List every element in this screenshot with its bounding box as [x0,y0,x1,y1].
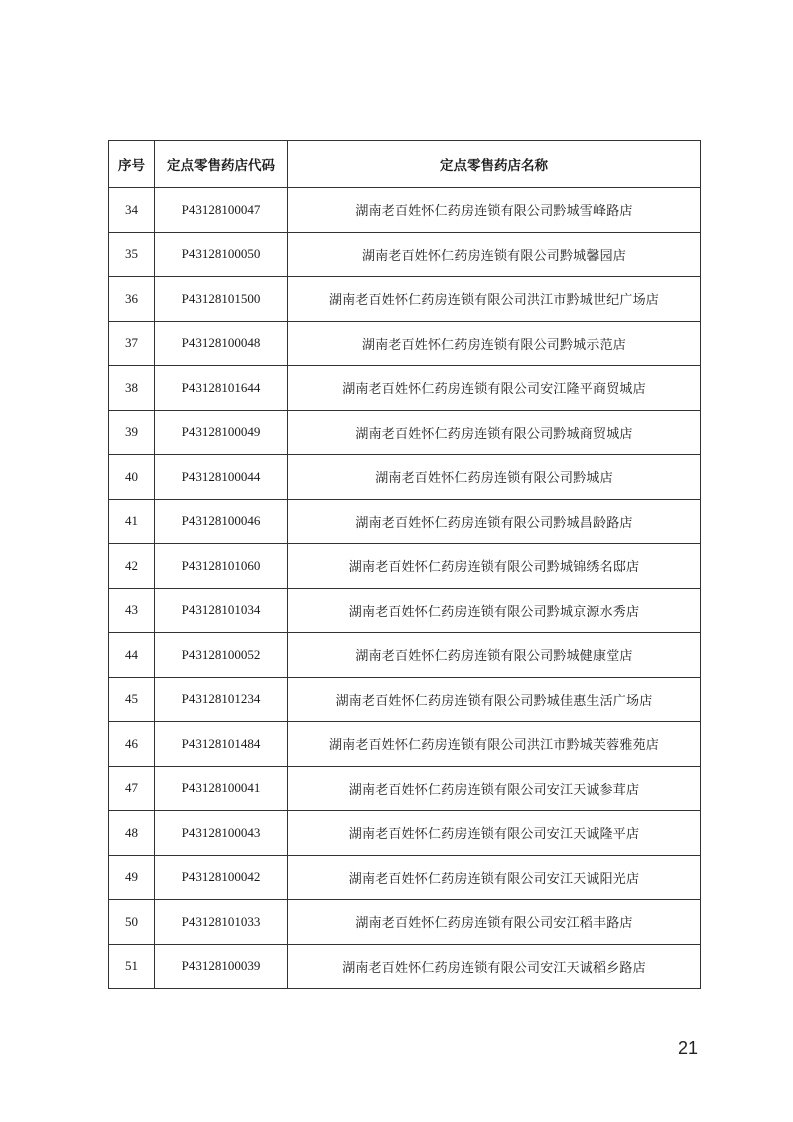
cell-name: 湖南老百姓怀仁药房连锁有限公司安江天诚参茸店 [288,766,701,811]
table-row [109,855,701,900]
cell-name: 湖南老百姓怀仁药房连锁有限公司安江隆平商贸城店 [288,366,701,411]
cell-code: P43128100044 [155,455,288,500]
cell-code: P43128101060 [155,544,288,589]
cell-code: P43128100046 [155,499,288,544]
cell-name: 湖南老百姓怀仁药房连锁有限公司黔城示范店 [288,321,701,366]
cell-seq: 48 [109,811,155,856]
cell-code: P43128101234 [155,677,288,722]
table-row [109,455,701,500]
page-number: 21 [677,1038,698,1058]
table-row [109,232,701,277]
cell-name: 湖南老百姓怀仁药房连锁有限公司安江稻丰路店 [288,900,701,945]
pharmacy-table [108,140,701,989]
cell-name: 湖南老百姓怀仁药房连锁有限公司黔城店 [288,455,701,500]
cell-name: 湖南老百姓怀仁药房连锁有限公司黔城商贸城店 [288,410,701,455]
header-name: 定点零售药店名称 [288,141,701,188]
table-row [109,277,701,322]
cell-seq: 38 [109,366,155,411]
cell-name: 湖南老百姓怀仁药房连锁有限公司黔城昌龄路店 [288,499,701,544]
table-row [109,188,701,233]
cell-code: P43128100039 [155,944,288,989]
cell-code: P43128100047 [155,188,288,233]
cell-seq: 34 [109,188,155,233]
table-row [109,499,701,544]
table-row [109,811,701,856]
table-row [109,722,701,767]
cell-seq: 35 [109,232,155,277]
cell-seq: 44 [109,633,155,678]
cell-code: P43128100050 [155,232,288,277]
cell-code: P43128100049 [155,410,288,455]
cell-seq: 41 [109,499,155,544]
cell-seq: 40 [109,455,155,500]
cell-name: 湖南老百姓怀仁药房连锁有限公司黔城健康堂店 [288,633,701,678]
cell-seq: 51 [109,944,155,989]
cell-code: P43128101484 [155,722,288,767]
cell-name: 湖南老百姓怀仁药房连锁有限公司黔城馨园店 [288,232,701,277]
cell-seq: 39 [109,410,155,455]
table-body [109,188,701,989]
cell-code: P43128101033 [155,900,288,945]
cell-name: 湖南老百姓怀仁药房连锁有限公司洪江市黔城世纪广场店 [288,277,701,322]
cell-name: 湖南老百姓怀仁药房连锁有限公司安江天诚稻乡路店 [288,944,701,989]
cell-code: P43128100042 [155,855,288,900]
cell-code: P43128100043 [155,811,288,856]
cell-seq: 36 [109,277,155,322]
table-row [109,588,701,633]
cell-seq: 42 [109,544,155,589]
cell-code: P43128101644 [155,366,288,411]
header-seq: 序号 [109,141,155,188]
cell-code: P43128101500 [155,277,288,322]
cell-name: 湖南老百姓怀仁药房连锁有限公司黔城京源水秀店 [288,588,701,633]
table-header-row [109,141,701,188]
table-row [109,321,701,366]
table-row [109,633,701,678]
table-row [109,677,701,722]
table-row [109,366,701,411]
cell-seq: 45 [109,677,155,722]
cell-name: 湖南老百姓怀仁药房连锁有限公司黔城锦绣名邸店 [288,544,701,589]
cell-name: 湖南老百姓怀仁药房连锁有限公司黔城佳惠生活广场店 [288,677,701,722]
cell-name: 湖南老百姓怀仁药房连锁有限公司安江天诚隆平店 [288,811,701,856]
table-row [109,900,701,945]
cell-seq: 43 [109,588,155,633]
cell-code: P43128100048 [155,321,288,366]
table-row [109,544,701,589]
header-code: 定点零售药店代码 [155,141,288,188]
cell-name: 湖南老百姓怀仁药房连锁有限公司黔城雪峰路店 [288,188,701,233]
cell-seq: 46 [109,722,155,767]
cell-seq: 47 [109,766,155,811]
cell-code: P43128101034 [155,588,288,633]
table-row [109,766,701,811]
cell-seq: 50 [109,900,155,945]
table-row [109,410,701,455]
cell-name: 湖南老百姓怀仁药房连锁有限公司安江天诚阳光店 [288,855,701,900]
cell-code: P43128100041 [155,766,288,811]
cell-seq: 49 [109,855,155,900]
cell-name: 湖南老百姓怀仁药房连锁有限公司洪江市黔城芙蓉雅苑店 [288,722,701,767]
cell-code: P43128100052 [155,633,288,678]
table-row [109,944,701,989]
cell-seq: 37 [109,321,155,366]
